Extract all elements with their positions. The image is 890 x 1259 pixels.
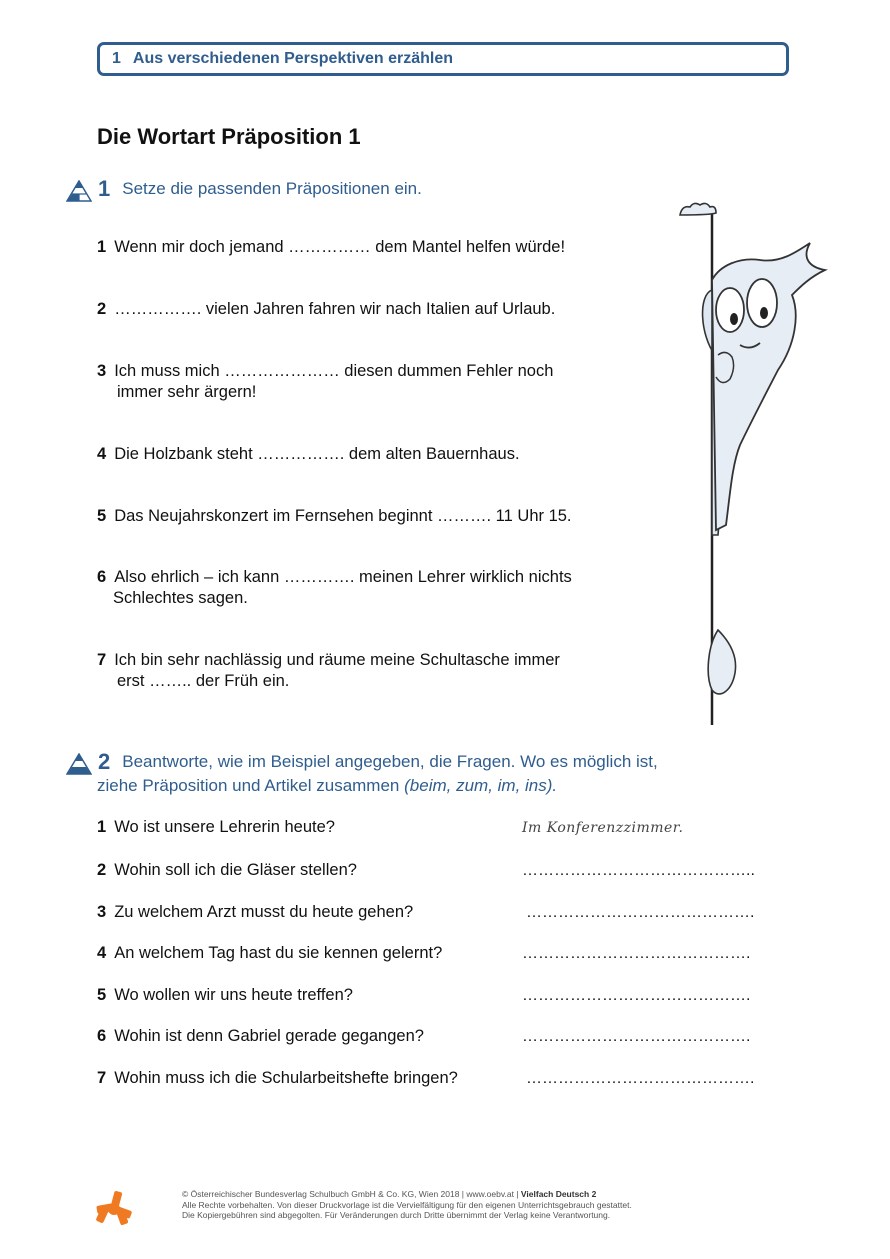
task2-number: 2 xyxy=(98,749,111,774)
answer-blank: ……………………………………. xyxy=(522,987,751,1004)
ghost-illustration xyxy=(660,195,840,730)
question-number: 3 xyxy=(97,903,107,921)
item-text-cont: erst …….. der Früh ein. xyxy=(117,672,290,690)
task1-instruction: Setze die passenden Präpositionen ein. xyxy=(122,179,422,198)
item-text: Die Holzbank steht ……………. dem alten Bauernhaus. xyxy=(114,445,520,463)
item-number: 5 xyxy=(97,507,107,525)
task2-question xyxy=(97,861,357,880)
oebv-star-logo-icon xyxy=(94,1189,134,1229)
footer-line1 xyxy=(182,1189,632,1200)
task2-question xyxy=(97,944,442,963)
answer-blank: ……………………………………. xyxy=(522,945,751,962)
task2-question xyxy=(97,1069,458,1088)
question-text: Wohin soll ich die Gläser stellen? xyxy=(114,861,357,879)
question-text: Wo ist unsere Lehrerin heute? xyxy=(114,818,335,836)
pyramid-difficulty-icon xyxy=(66,753,92,775)
chapter-header xyxy=(97,42,789,76)
pyramid-difficulty-icon xyxy=(66,180,92,202)
item-number: 3 xyxy=(97,362,107,380)
answer-blank: …………………………………….. xyxy=(522,862,755,879)
task1-heading xyxy=(66,178,422,202)
answer-blank: ……………………………………. xyxy=(522,1028,751,1045)
task2-instruction-line1: Beantworte, wie im Beispiel angegeben, die Fragen. Wo es möglich ist, xyxy=(122,752,658,771)
question-number: 5 xyxy=(97,986,107,1004)
footer-copyright: © Österreichischer Bundesverlag Schulbuch GmbH & Co. KG, Wien 2018 | www.oebv.at | xyxy=(182,1189,519,1199)
footer xyxy=(182,1189,632,1221)
item-number: 1 xyxy=(97,238,107,256)
item-text-cont: immer sehr ärgern! xyxy=(117,383,257,401)
footer-line2: Alle Rechte vorbehalten. Von dieser Druckvorlage ist die Vervielfältigung für den eigenen Unterrichtsgebrauch gestattet. xyxy=(182,1199,632,1210)
item-text: Das Neujahrskonzert im Fernsehen beginnt ………. 11 Uhr 15. xyxy=(114,507,572,525)
question-text: An welchem Tag hast du sie kennen gelernt? xyxy=(114,944,443,962)
chapter-title: Aus verschiedenen Perspektiven erzählen xyxy=(132,50,454,67)
answer-blank: ……………………………………. xyxy=(526,904,755,921)
task2-instruction-line2 xyxy=(97,775,557,797)
task2-question xyxy=(97,1027,424,1046)
footer-book-title: Vielfach Deutsch 2 xyxy=(520,1189,597,1199)
item-number: 2 xyxy=(97,300,107,318)
item-text-cont: Schlechtes sagen. xyxy=(113,589,248,607)
example-answer: Im Konferenzzimmer. xyxy=(522,820,684,836)
footer-line3: Die Kopiergebühren sind abgegolten. Für Veränderungen durch Dritte übernimmt der Verlag keine Verantwortung. xyxy=(182,1210,611,1220)
item-number: 6 xyxy=(97,568,107,586)
item-text: Wenn mir doch jemand …………… dem Mantel helfen würde! xyxy=(114,238,566,256)
question-number: 2 xyxy=(97,861,107,879)
question-number: 7 xyxy=(97,1069,107,1087)
question-text: Wohin muss ich die Schularbeitshefte bringen? xyxy=(114,1069,458,1087)
question-number: 1 xyxy=(97,818,107,836)
question-number: 6 xyxy=(97,1027,107,1045)
task2-heading xyxy=(66,751,658,775)
task1-item xyxy=(97,299,637,320)
item-number: 7 xyxy=(97,651,107,669)
item-number: 4 xyxy=(97,445,107,463)
question-number: 4 xyxy=(97,944,107,962)
task1-item xyxy=(97,444,637,465)
task2-instruction-italic: (beim, zum, im, ins). xyxy=(404,776,558,795)
task1-item xyxy=(97,506,637,527)
page-title: Die Wortart Präposition 1 xyxy=(97,124,361,149)
item-text: Ich bin sehr nachlässig und räume meine Schultasche immer xyxy=(114,651,560,669)
task2-question xyxy=(97,903,413,922)
item-text: ……………. vielen Jahren fahren wir nach Italien auf Urlaub. xyxy=(114,300,556,318)
task1-number: 1 xyxy=(98,176,111,201)
item-text: Ich muss mich ………………… diesen dummen Fehler noch xyxy=(114,362,554,380)
task2-instruction-text: ziehe Präposition und Artikel zusammen xyxy=(97,776,400,795)
task1-item xyxy=(97,237,637,258)
task2-question xyxy=(97,986,353,1005)
answer-blank: ……………………………………. xyxy=(526,1070,755,1087)
question-text: Wo wollen wir uns heute treffen? xyxy=(114,986,353,1004)
question-text: Wohin ist denn Gabriel gerade gegangen? xyxy=(114,1027,424,1045)
question-text: Zu welchem Arzt musst du heute gehen? xyxy=(114,903,414,921)
item-text: Also ehrlich – ich kann …………. meinen Lehrer wirklich nichts xyxy=(114,568,572,586)
chapter-number: 1 xyxy=(112,50,121,67)
task2-question xyxy=(97,818,335,837)
task1-item xyxy=(97,361,637,403)
task1-item xyxy=(97,567,637,609)
task1-item xyxy=(97,650,637,692)
